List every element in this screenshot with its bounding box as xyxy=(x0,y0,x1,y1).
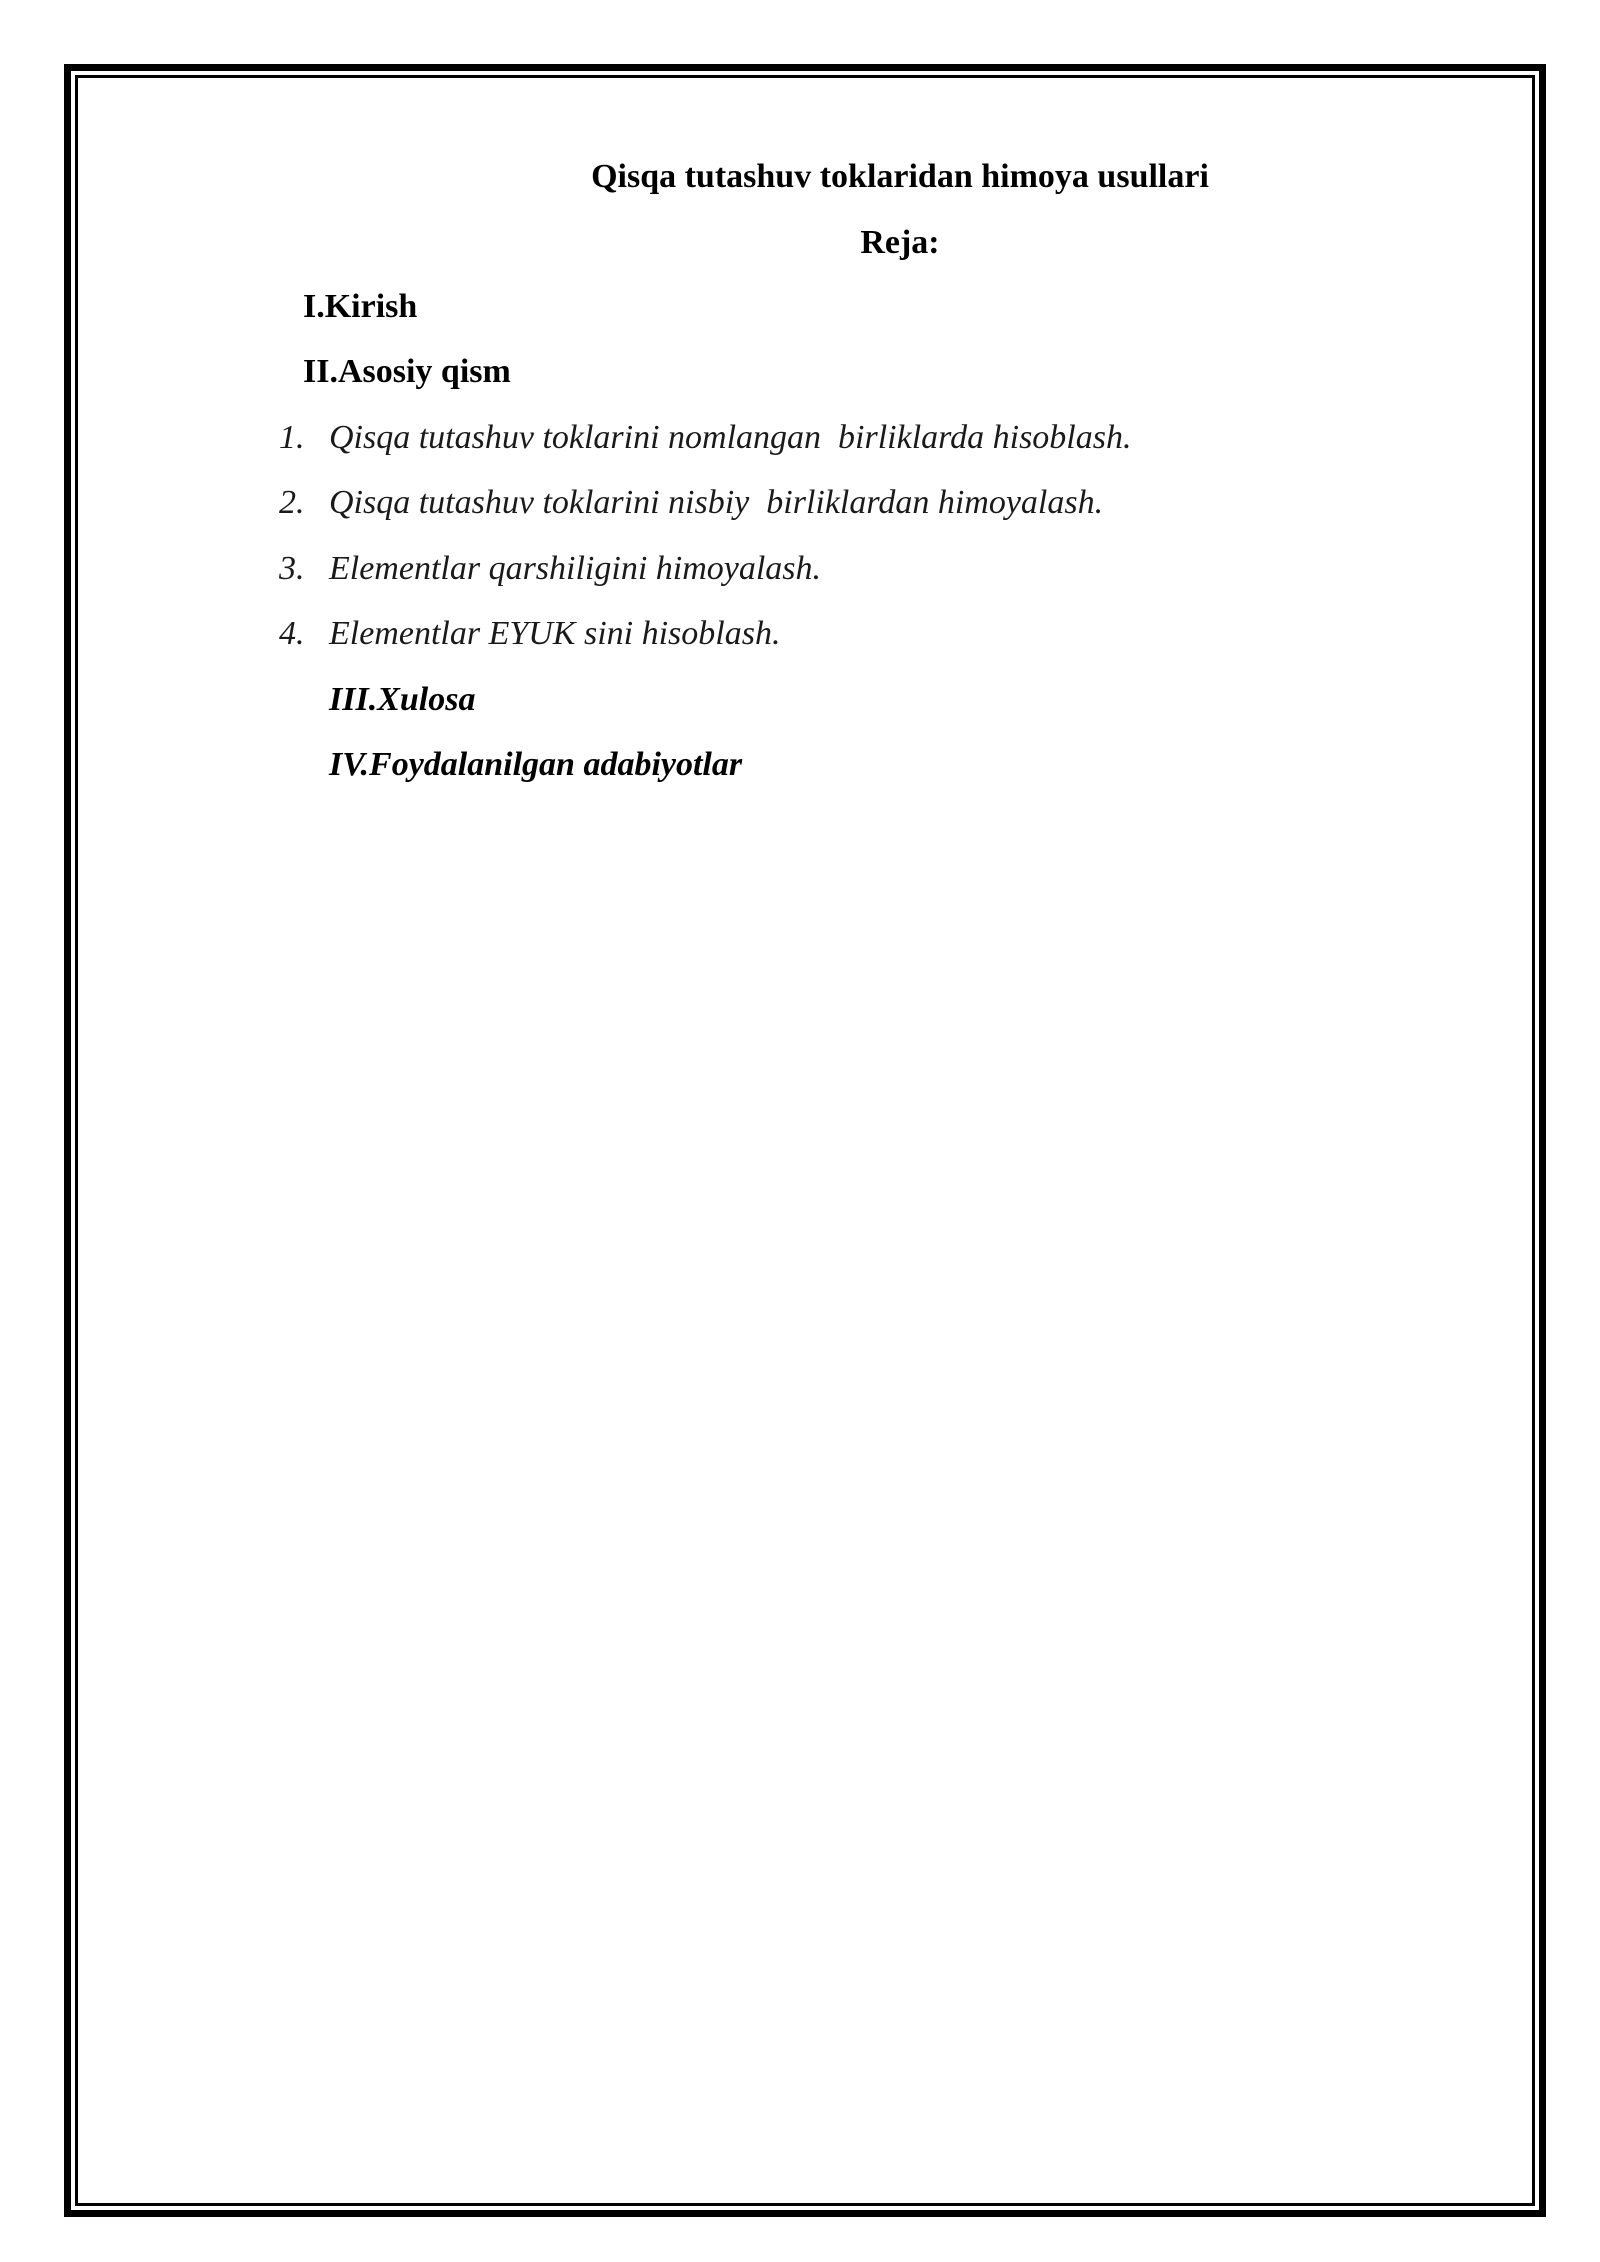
page-border-outer xyxy=(64,64,1546,2217)
list-item-number: 2. xyxy=(279,484,305,521)
section-main-part: II.Asosiy qism xyxy=(303,353,511,390)
list-item-text: Elementlar EYUK sini hisoblash. xyxy=(329,615,781,652)
section-intro: I.Kirish xyxy=(303,288,418,325)
section-references: IV.Foydalanilgan adabiyotlar xyxy=(329,746,743,783)
list-item-text: Elementlar qarshiligini himoyalash. xyxy=(329,550,822,587)
section-conclusion: III.Xulosa xyxy=(329,681,476,718)
list-item-text: Qisqa tutashuv toklarini nisbiy birliklardan himoyalash. xyxy=(329,484,1104,521)
page-border-inner xyxy=(75,75,1535,2206)
list-item-number: 1. xyxy=(279,419,305,456)
list-item-number: 4. xyxy=(279,615,305,652)
list-item-number: 3. xyxy=(279,550,305,587)
document-title: Qisqa tutashuv toklaridan himoya usullari xyxy=(591,158,1209,195)
plan-heading: Reja: xyxy=(860,224,940,261)
list-item-text: Qisqa tutashuv toklarini nomlangan birliklarda hisoblash. xyxy=(329,419,1132,456)
